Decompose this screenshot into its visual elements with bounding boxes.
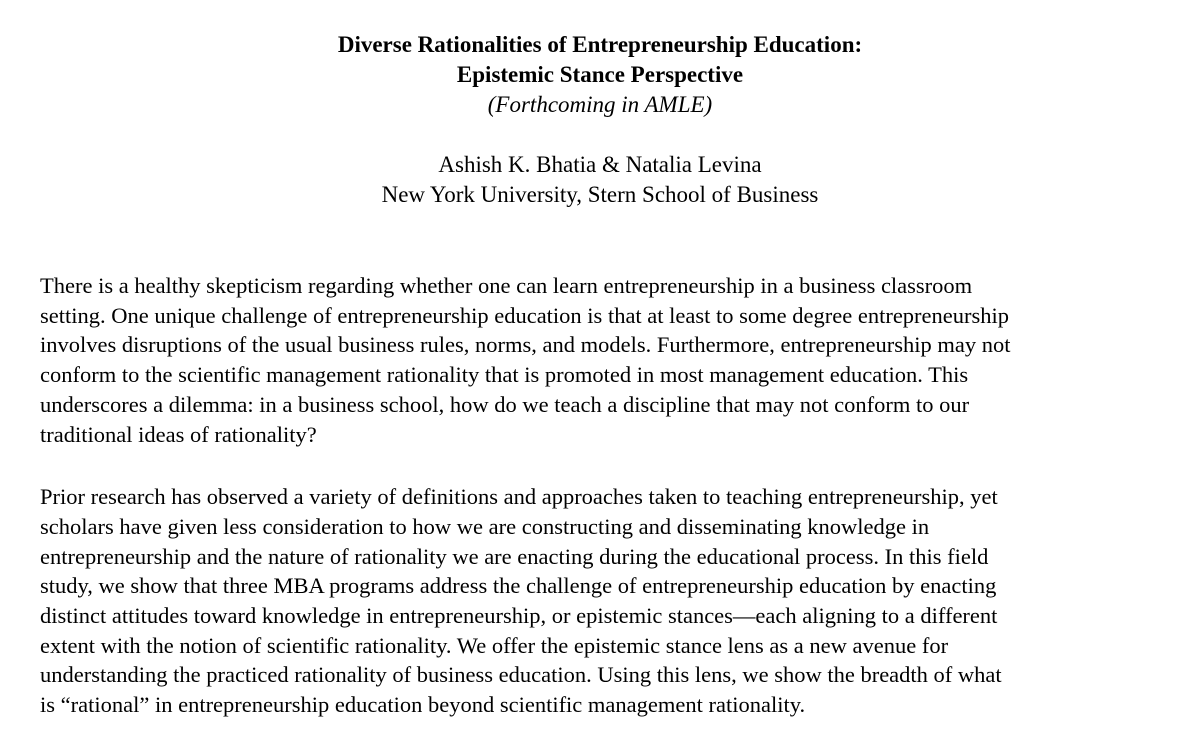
abstract-paragraph-1 xyxy=(40,271,1186,449)
abstract-line: traditional ideas of rationality? xyxy=(40,421,317,447)
abstract-line: conform to the scientific management rationality that is promoted in most management education. This xyxy=(40,362,969,388)
authors: Ashish K. Bhatia & Natalia Levina xyxy=(438,152,762,177)
paper-title-line-1: Diverse Rationalities of Entrepreneurship Education: xyxy=(337,32,863,57)
abstract-line: There is a healthy skepticism regarding whether one can learn entrepreneurship in a business classroom xyxy=(40,273,973,298)
abstract-line: underscores a dilemma: in a business school, how do we teach a discipline that may not conform to our xyxy=(40,391,970,417)
abstract-line: setting. One unique challenge of entrepreneurship education is that at least to some degree entrepreneurship xyxy=(40,302,1010,328)
abstract-line: entrepreneurship and the nature of rationality we are enacting during the educational process. In this field xyxy=(40,543,989,569)
abstract-line: distinct attitudes toward knowledge in entrepreneurship, or epistemic stances—each aligning to a different xyxy=(40,603,998,629)
paper-title-line-2: Epistemic Stance Perspective xyxy=(456,62,744,87)
abstract-line: involves disruptions of the usual business rules, norms, and models. Furthermore, entrepreneurship may not xyxy=(40,332,1011,358)
abstract-paragraph-2 xyxy=(40,482,1186,720)
abstract-line: study, we show that three MBA programs address the challenge of entrepreneurship education by enacting xyxy=(40,573,997,599)
abstract xyxy=(40,271,1186,720)
abstract-line: Prior research has observed a variety of definitions and approaches taken to teaching entrepreneurship, yet xyxy=(40,484,998,510)
abstract-line: extent with the notion of scientific rationality. We offer the epistemic stance lens as a new avenue for xyxy=(40,632,949,658)
abstract-line: is “rational” in entrepreneurship education beyond scientific management rationality. xyxy=(40,692,806,718)
abstract-line: understanding the practiced rationality of business education. Using this lens, we show the breadth of what xyxy=(40,662,1002,688)
abstract-line: scholars have given less consideration to how we are constructing and disseminating knowledge in xyxy=(40,513,930,539)
affiliation: New York University, Stern School of Business xyxy=(381,182,819,207)
paper-header xyxy=(0,30,1200,210)
publication-note: (Forthcoming in AMLE) xyxy=(487,92,713,117)
